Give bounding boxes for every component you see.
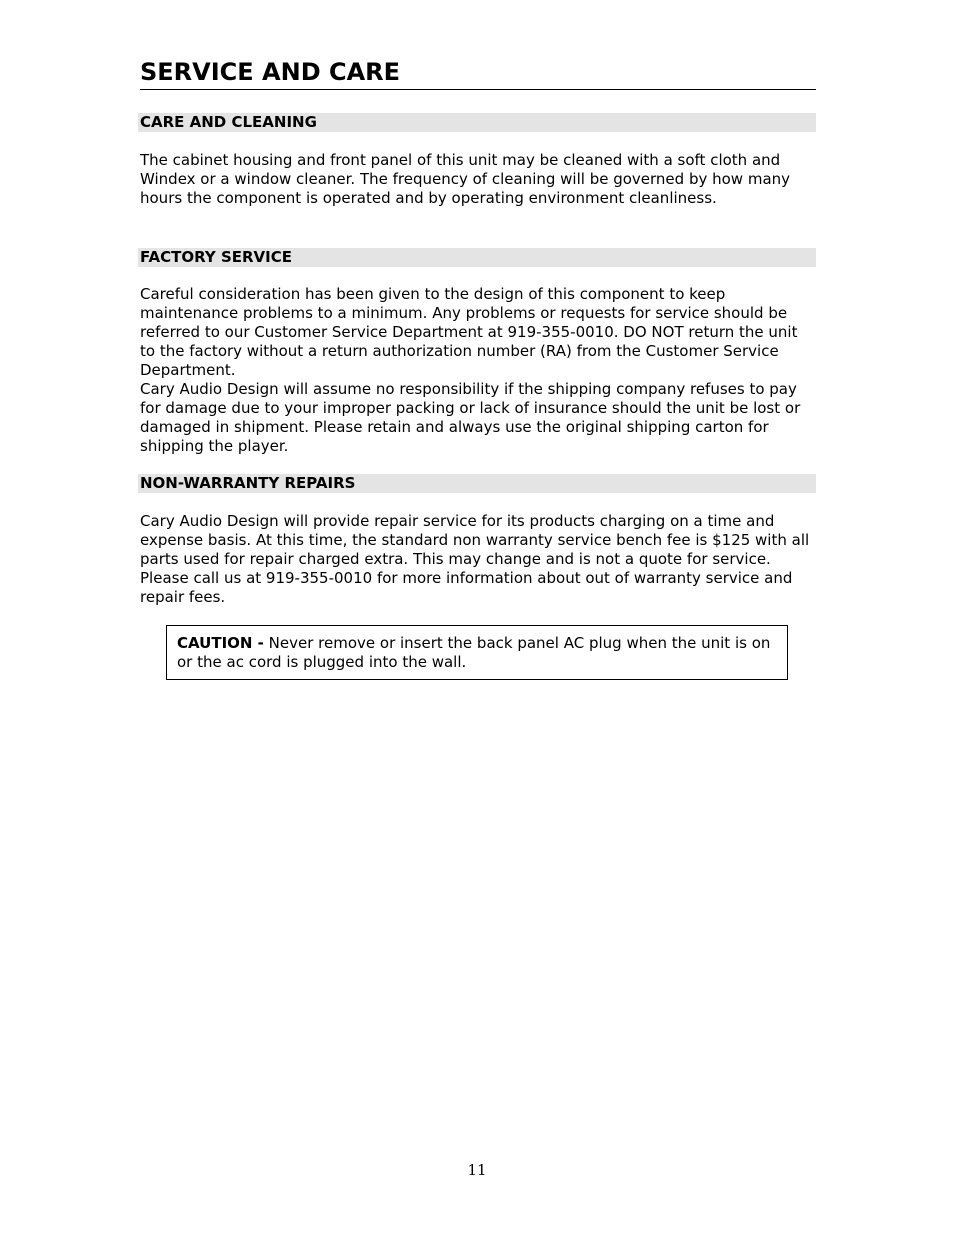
caution-label: CAUTION - <box>177 634 264 652</box>
care-and-cleaning-paragraph: The cabinet housing and front panel of this unit may be cleaned with a soft cloth and Windex or a window cleaner. The frequency of cleaning will be governed by how many hours the component is operated and by operating environment cleanliness. <box>140 151 791 207</box>
page-title: SERVICE AND CARE <box>140 56 816 90</box>
section-heading-non-warranty-repairs: NON-WARRANTY REPAIRS <box>138 474 816 493</box>
caution-text: Never remove or insert the back panel AC plug when the unit is on or the ac cord is plugged into the wall. <box>177 634 771 671</box>
factory-service-paragraph-2: Cary Audio Design will assume no responsibility if the shipping company refuses to pay for damage due to your improper packing or lack of insurance should the unit be lost or damaged in shipment. Please retain and always use the original shipping carton for shipping the player. <box>140 380 801 455</box>
factory-service-paragraph-1: Careful consideration has been given to the design of this component to keep maintenance problems to a minimum. Any problems or requests for service should be referred to our Customer Service Department at 919-355-0010. DO NOT return the unit to the factory without a return authorization number (RA) from the Customer Service Department. <box>140 285 798 379</box>
section-heading-care-and-cleaning: CARE AND CLEANING <box>138 113 816 132</box>
section-heading-factory-service: FACTORY SERVICE <box>138 248 816 267</box>
caution-box <box>166 625 788 680</box>
non-warranty-repairs-paragraph: Cary Audio Design will provide repair service for its products charging on a time and expense basis. At this time, the standard non warranty service bench fee is $125 with all parts used for repair charged extra. This may change and is not a quote for service. Please call us at 919-355-0010 for more information about out of warranty service and repair fees. <box>140 512 810 606</box>
page-number: 11 <box>467 1161 487 1179</box>
